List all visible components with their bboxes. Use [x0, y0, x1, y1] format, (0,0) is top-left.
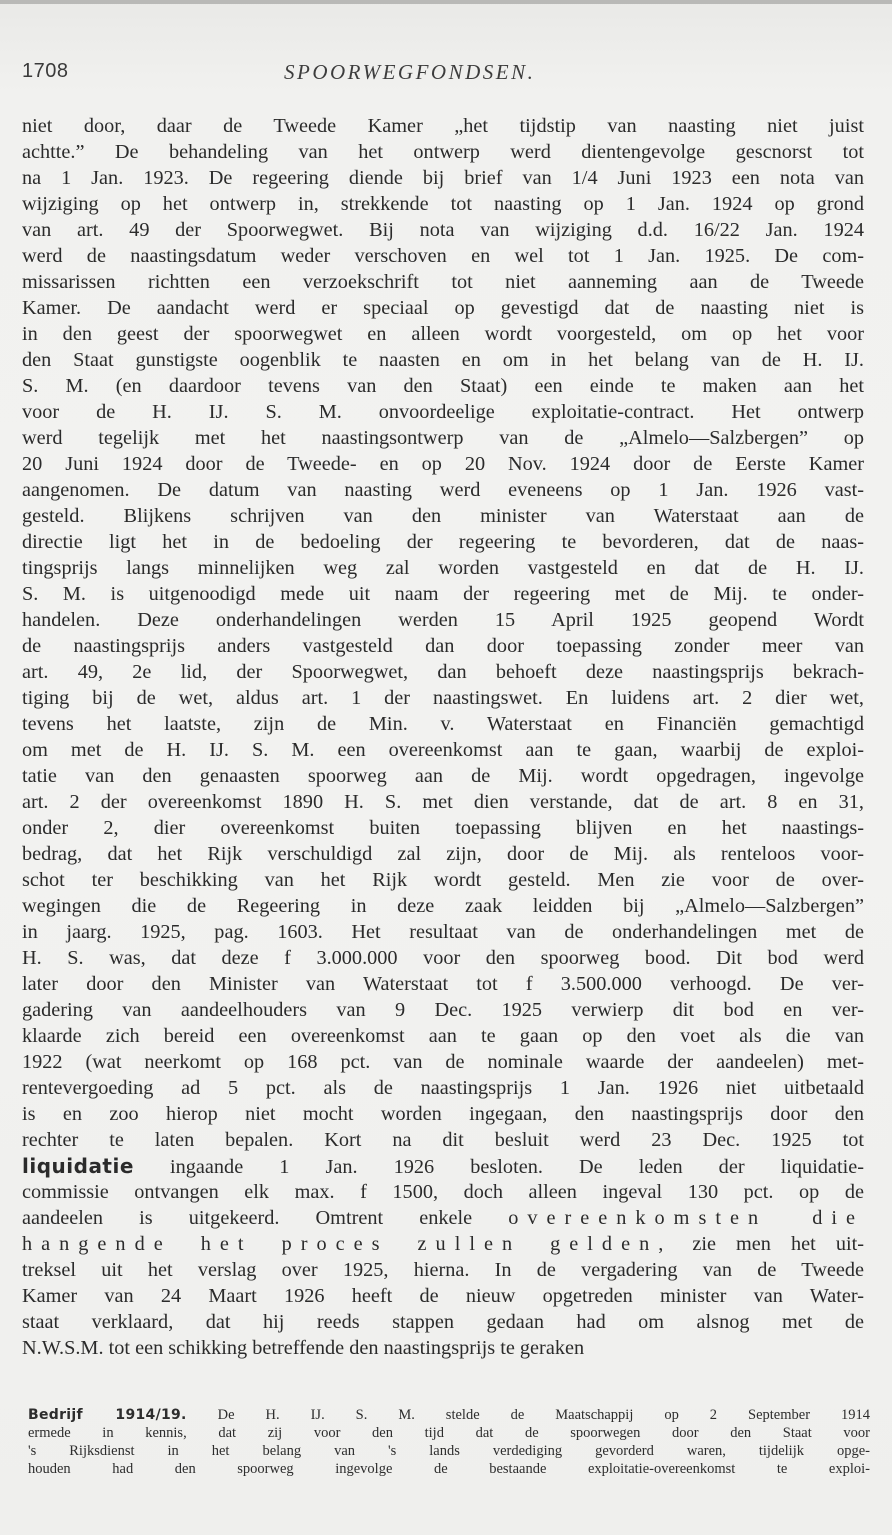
text-line: werd de naastingsdatum weder verschoven en wel tot 1 Jan. 1925. De com- — [22, 245, 864, 267]
text-line: tatie van den genaasten spoorweg aan de Mij. wordt opgedragen, ingevolge — [22, 765, 864, 787]
liquidatie-rest: ingaande 1 Jan. 1926 besloten. De leden der liquidatie- — [170, 1156, 864, 1178]
text-line: klaarde zich bereid een overeenkomst aan te gaan op den voet als die van — [22, 1025, 864, 1047]
text-line: S. M. is uitgenoodigd mede uit naam der regeering met de Mij. te onder- — [22, 583, 864, 605]
text-line: 20 Juni 1924 door de Tweede- en op 20 Nov. 1924 door de Eerste Kamer — [22, 453, 864, 475]
footnote-label: Bedrijf 1914/19. — [28, 1407, 187, 1423]
text-line: wijziging op het ontwerp in, strekkende tot naasting op 1 Jan. 1924 op grond — [22, 193, 864, 215]
text-line: H. S. was, dat deze f 3.000.000 voor den spoorweg bood. Dit bod werd — [22, 947, 864, 969]
spaced-emphasis: overeenkomsten die — [508, 1207, 864, 1229]
text-line: treksel uit het verslag over 1925, hierna. In de vergadering van de Tweede — [22, 1259, 864, 1281]
text-line-spaced-2 — [22, 1231, 864, 1257]
text-line: staat verklaard, dat hij reeds stappen gedaan had om alsnog met de — [22, 1311, 864, 1333]
text-line: voor de H. IJ. S. M. onvoordeelige exploitatie-contract. Het ontwerp — [22, 401, 864, 423]
text-line: na 1 Jan. 1923. De regeering diende bij brief van 1/4 Juni 1923 een nota van — [22, 167, 864, 189]
footnote-line: houden had den spoorweg ingevolge de bestaande exploitatie-overeenkomst te exploi- — [28, 1461, 870, 1477]
text-line: commissie ontvangen elk max. f 1500, doch alleen ingeval 130 pct. op de — [22, 1181, 864, 1203]
footnote — [28, 1406, 870, 1478]
text-line: missarissen richtten een verzoekschrift tot niet aanneming aan de Tweede — [22, 271, 864, 293]
text-line: van art. 49 der Spoorwegwet. Bij nota van wijziging d.d. 16/22 Jan. 1924 — [22, 219, 864, 241]
liquidatie-keyword: liquidatie — [22, 1154, 134, 1178]
text-line: werd tegelijk met het naastingsontwerp van de „Almelo—Salzbergen” op — [22, 427, 864, 449]
text-line: den Staat gunstigste oogenblik te naasten en om in het belang van de H. IJ. — [22, 349, 864, 371]
footnote-line: ermede in kennis, dat zij voor den tijd dat de spoorwegen door den Staat voor — [28, 1425, 870, 1441]
text-line: wegingen die de Regeering in deze zaak leidden bij „Almelo—Salzbergen” — [22, 895, 864, 917]
text-line: tingsprijs langs minnelijken weg zal worden vastgesteld en dat de H. IJ. — [22, 557, 864, 579]
text-line: is en zoo hierop niet mocht worden ingegaan, den naastingsprijs door den — [22, 1103, 864, 1125]
running-title: SPOORWEGFONDSEN. — [284, 60, 536, 84]
spaced-emphasis: hangende het proces zullen gelden, — [22, 1233, 673, 1255]
text-line: onder 2, dier overeenkomst buiten toepassing blijven en het naastings- — [22, 817, 864, 839]
text-line: later door den Minister van Waterstaat tot f 3.500.000 verhoogd. De ver- — [22, 973, 864, 995]
text-line: aangenomen. De datum van naasting werd eveneens op 1 Jan. 1926 vast- — [22, 479, 864, 501]
text-line: schot ter beschikking van het Rijk wordt gesteld. Men zie voor de over- — [22, 869, 864, 891]
text-line: S. M. (en daardoor tevens van den Staat) een einde te maken aan het — [22, 375, 864, 397]
text-line-liquidatie — [22, 1153, 864, 1179]
text-fragment: aandeelen is uitgekeerd. Omtrent enkele — [22, 1207, 473, 1229]
text-line: art. 2 der overeenkomst 1890 H. S. met dien verstande, dat de art. 8 en 31, — [22, 791, 864, 813]
text-line: in den geest der spoorwegwet en alleen wordt voorgesteld, om op het voor — [22, 323, 864, 345]
scan-edge — [0, 0, 892, 4]
text-line-spaced-1 — [22, 1205, 864, 1231]
text-line: bedrag, dat het Rijk verschuldigd zal zijn, door de Mij. als renteloos voor- — [22, 843, 864, 865]
text-fragment: zie men het uit- — [692, 1233, 864, 1255]
text-line: Kamer. De aandacht werd er speciaal op gevestigd dat de naasting niet is — [22, 297, 864, 319]
text-line: handelen. Deze onderhandelingen werden 15 April 1925 geopend Wordt — [22, 609, 864, 631]
body-text — [22, 113, 864, 1361]
text-line: gadering van aandeelhouders van 9 Dec. 1925 verwierp dit bod en ver- — [22, 999, 864, 1021]
footnote-line: 's Rijksdienst in het belang van 's lands verdediging gevorderd waren, tijdelijk opge- — [28, 1443, 870, 1459]
page-header — [22, 60, 872, 90]
text-line: de naastingsprijs anders vastgesteld dan door toepassing zonder meer van — [22, 635, 864, 657]
page-number: 1708 — [22, 60, 69, 82]
text-line: rentevergoeding ad 5 pct. als de naastingsprijs 1 Jan. 1926 niet uitbetaald — [22, 1077, 864, 1099]
text-line: om met de H. IJ. S. M. een overeenkomst aan te gaan, waarbij de exploi- — [22, 739, 864, 761]
text-line: directie ligt het in de bedoeling der regeering te bevorderen, dat de naas- — [22, 531, 864, 553]
text-line: achtte.” De behandeling van het ontwerp werd dientengevolge gescnorst tot — [22, 141, 864, 163]
text-line: tiging bij de wet, aldus art. 1 der naastingswet. En luidens art. 2 dier wet, — [22, 687, 864, 709]
text-line: 1922 (wat neerkomt op 168 pct. van de nominale waarde der aandeelen) met- — [22, 1051, 864, 1073]
footnote-line — [28, 1406, 870, 1424]
text-line: rechter te laten bepalen. Kort na dit besluit werd 23 Dec. 1925 tot — [22, 1129, 864, 1151]
text-line: in jaarg. 1925, pag. 1603. Het resultaat van de onderhandelingen met de — [22, 921, 864, 943]
footnote-text: De H. IJ. S. M. stelde de Maatschappij op 2 September 1914 — [217, 1407, 870, 1423]
text-line: art. 49, 2e lid, der Spoorwegwet, dan behoeft deze naastingsprijs bekrach- — [22, 661, 864, 683]
text-line: N.W.S.M. tot een schikking betreffende den naastingsprijs te geraken — [22, 1337, 585, 1359]
text-line: Kamer van 24 Maart 1926 heeft de nieuw opgetreden minister van Water- — [22, 1285, 864, 1307]
text-line: niet door, daar de Tweede Kamer „het tijdstip van naasting niet juist — [22, 115, 864, 137]
text-line: tevens het laatste, zijn de Min. v. Waterstaat en Financiën gemachtigd — [22, 713, 864, 735]
text-line: gesteld. Blijkens schrijven van den minister van Waterstaat aan de — [22, 505, 864, 527]
